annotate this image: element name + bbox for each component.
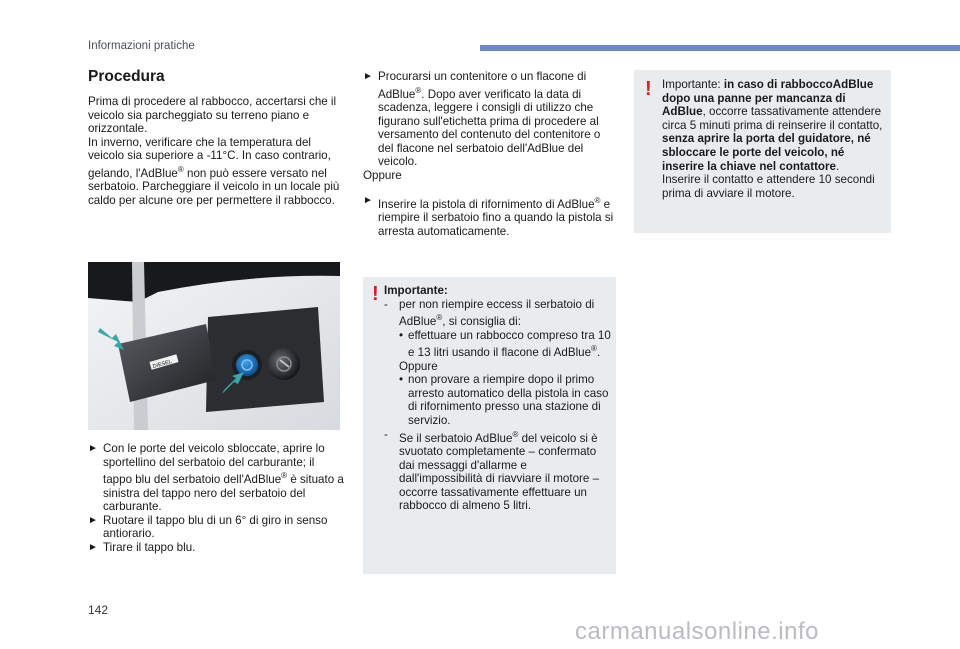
warning-icon: !: [372, 283, 379, 305]
page-header-title: Informazioni pratiche: [88, 40, 195, 52]
arrow-bullet-icon: ►: [88, 443, 98, 454]
procedure-steps: [88, 442, 346, 555]
step-item: ► Ruotare il tappo blu di un 6° di giro in senso antiorario.: [88, 513, 328, 541]
warning-item: - Se il serbatoio AdBlue® del veicolo si è svuotato completamente – confermato dai messaggi d'allarme e dall'impossibilità di riavviare il motore – occorre tassativamente effettuare un rabbocco di almeno 5 litri.: [384, 427, 600, 513]
intro-paragraph-1: Prima di procedere al rabbocco, accertarsi che il veicolo sia parcheggiato su terreno piano e orizzontale.: [88, 95, 337, 136]
step-item: ► Procurarsi un contenitore o un flacone di AdBlue®. Dopo aver verificato la data di scadenza, leggere i consigli di utilizzo che figurano sull'etichetta prima di procedere al versamento del contenuto del contenitore o del flacone nel serbatoio dell'AdBlue del veicolo.: [363, 70, 601, 169]
important-warning-box: [363, 277, 616, 574]
refill-steps: [363, 70, 617, 238]
fuel-flap-photo: [88, 262, 340, 430]
section-heading: Procedura: [88, 68, 165, 85]
header-accent-bar: [480, 45, 960, 51]
intro-paragraph-2: In inverno, verificare che la temperatura del veicolo sia superiore a -11°C. In caso contrario, gelando, l'AdBlue® non può essere versato nel serbatoio. Parcheggiare il veicolo in un locale più caldo per alcune ore per permettere il rabbocco.: [88, 135, 340, 208]
warning-item: - per non riempire eccess il serbatoio di AdBlue®, si consiglia di: • effettuare un rabbocco compreso tra 10 e 13 litri usando il flacone di AdBlue®. Oppure • non provare a riempire dopo il primo arresto automatico della pistola in caso di rifornimento presso una stazione di servizio.: [384, 297, 611, 428]
adblue-cap-icon: [236, 354, 258, 376]
warning-subitem: • effettuare un rabbocco compreso tra 10 e 13 litri usando il flacone di AdBlue®.: [399, 328, 611, 360]
arrow-bullet-icon: ►: [88, 514, 98, 526]
note-text: Importante: in caso di rabboccoAdBlue dopo una panne per mancanza di AdBlue, occorre tassativamente attendere circa 5 minuti prima di reinserire il contatto, senza aprire la porta del guidatore, né sbloccare le porte del veicolo, né inserire la chiave nel contattore. Inserire il contatto e attendere 10 secondi prima di avviare il motore.: [662, 78, 883, 200]
arrow-bullet-icon: ►: [363, 71, 373, 82]
page-number: 142: [88, 603, 109, 617]
warning-subitem: • non provare a riempire dopo il primo arresto automatico della pistola in caso di rifornimento presso una stazione di servizio.: [399, 373, 609, 428]
intro-text: [88, 95, 346, 208]
arrow-bullet-icon: ►: [88, 542, 98, 554]
arrow-bullet-icon: ►: [363, 194, 373, 206]
warning-icon: !: [645, 78, 652, 100]
step-item: ► Con le porte del veicolo sbloccate, aprire lo sportellino del serbatoio del carburante; il tappo blu del serbatoio dell'AdBlue® è situato a sinistra del tappo nero del serbatoio del carburante.: [88, 442, 344, 514]
important-note-box: [634, 70, 891, 233]
warning-title: Importante:: [384, 284, 448, 297]
oppure-label: Oppure: [399, 359, 438, 373]
step-item: ► Tirare il tappo blu.: [88, 541, 196, 555]
watermark: carmanualsonline.info: [575, 618, 819, 645]
oppure-label: Oppure: [363, 169, 402, 183]
diesel-tag-text: DIESEL: [152, 358, 173, 371]
step-item: ► Inserire la pistola di rifornimento di AdBlue® e riempire il serbatoio fino a quando la pistola si arresta automaticamente.: [363, 194, 614, 238]
